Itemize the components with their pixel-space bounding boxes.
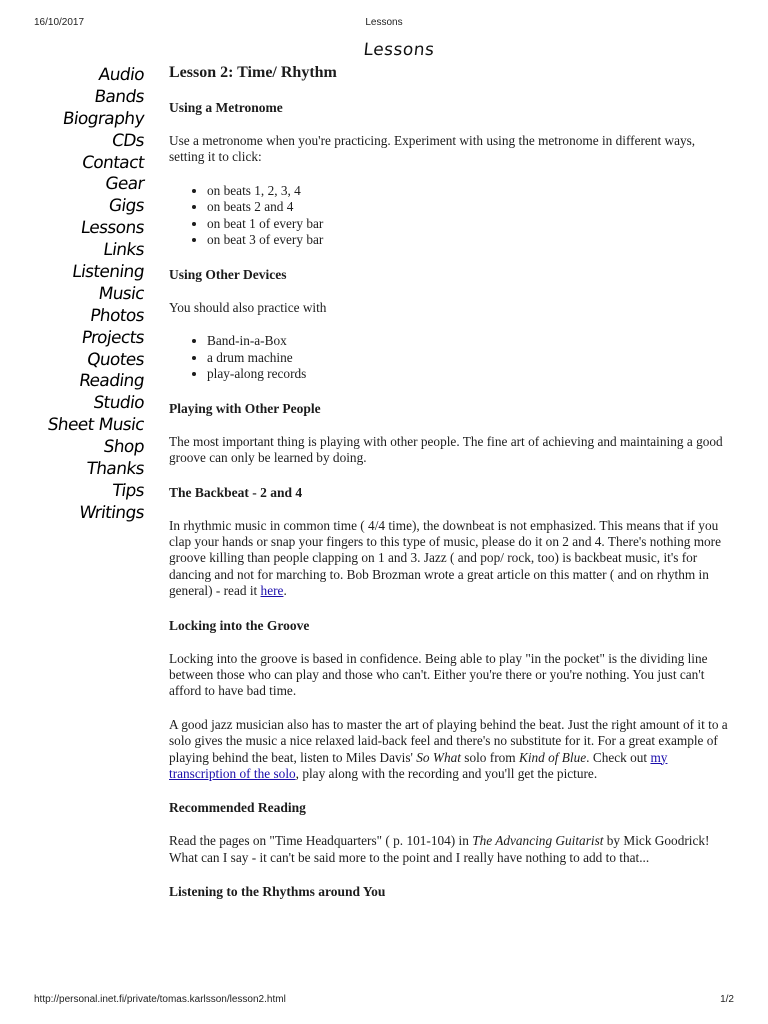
list-item: • Band-in-a-Box [207,333,729,350]
transcription-link[interactable]: my transcription of the solo [169,749,668,781]
print-url: http://personal.inet.fi/private/tomas.karlsson/lesson2.html [34,994,286,1005]
list-item: • on beats 2 and 4 [207,199,729,216]
print-footer [34,994,734,1008]
heading-other-people: Playing with Other People [169,400,321,416]
nav-item-contact[interactable]: Contact [80,152,146,173]
devices-list [169,333,729,383]
heading-metronome: Using a Metronome [169,100,283,115]
site-title: Lessons [362,40,436,60]
groove-text-1: Locking into the groove is based in confidence. Being able to play "in the pocket" is the dividing line between those who can play and those who can't. Either you're there or you're nothing. You just can't afford to have bad time. [169,650,708,699]
heading-reading: Recommended Reading [169,800,306,816]
list-item: • a drum machine [207,350,729,367]
nav-item-bands[interactable]: Bands [93,86,146,107]
metronome-intro: Use a metronome when you're practicing. Experiment with using the metronome in different ways, setting it to click: [169,133,696,165]
list-item: • on beat 3 of every bar [207,232,729,249]
list-item: • on beats 1, 2, 3, 4 [207,183,729,200]
groove-text-2: A good jazz musician also has to master the art of playing behind the beat. Just the right amount of it to a solo gives the music a nice relaxed laid-back feel and there's no substitute for it. For a great example of playing behind the beat, listen to Miles Davis' So What solo from Kind of Blue. Check out my transcription of the solo, play along with the recording and you'll get the picture. [169,716,728,781]
nav-item-reading[interactable]: Reading [77,371,146,392]
devices-intro: You should also practice with [169,299,327,315]
nav-item-writings[interactable]: Writings [77,502,146,523]
nav-item-quotes[interactable]: Quotes [85,349,146,370]
nav-item-links[interactable]: Links [101,240,146,261]
sidebar-nav [40,64,144,524]
list-item: • on beat 1 of every bar [207,216,729,233]
nav-item-cds[interactable]: CDs [110,130,146,151]
nav-item-studio[interactable]: Studio [92,393,146,414]
other-people-text: The most important thing is playing with other people. The fine art of achieving and maintaining a good groove can only be learned by doing. [169,433,723,466]
nav-item-thanks[interactable]: Thanks [85,459,146,480]
nav-item-tips[interactable]: Tips [110,480,146,501]
lesson-title: Lesson 2: Time/ Rhythm [169,64,337,81]
here-link[interactable]: here [260,583,284,599]
nav-item-gear[interactable]: Gear [103,174,146,195]
list-item: • play-along records [207,366,729,383]
print-title: Lessons [365,17,403,28]
nav-item-sheet-music[interactable]: Sheet Music [46,415,146,436]
nav-item-shop[interactable]: Shop [102,437,146,458]
reading-text: Read the pages on "Time Headquarters" ( p. 101-104) in The Advancing Guitarist by Mick Goodrick! What can I say - it can't be said more to the point and I really have nothing to add to that... [169,833,710,865]
heading-backbeat: The Backbeat - 2 and 4 [169,484,303,500]
nav-item-music[interactable]: Music [97,283,146,304]
nav-item-projects[interactable]: Projects [80,327,146,348]
lesson-content [169,63,729,917]
print-header [34,17,734,31]
nav-item-biography[interactable]: Biography [61,108,146,129]
page-number: 1/2 [720,994,734,1005]
nav-item-audio[interactable]: Audio [97,65,146,85]
heading-devices: Using Other Devices [169,266,287,282]
heading-listening: Listening to the Rhythms around You [169,884,386,900]
heading-groove: Locking into the Groove [169,617,310,633]
print-date: 16/10/2017 [34,17,85,28]
nav-item-gigs[interactable]: Gigs [107,196,146,217]
nav-item-photos[interactable]: Photos [88,305,146,326]
metronome-list [169,183,729,249]
backbeat-text: In rhythmic music in common time ( 4/4 time), the downbeat is not emphasized. This means that if you clap your hands or snap your fingers to this type of music, please do it on 2 and 4. There's nothing more groove killing than people clapping on 1 and 3. Jazz ( and pop/ rock, too) is backbeat music, it's for dancing and not for marching to. Bob Brozman wrote a great article on this matter ( and on rhythm in general) - read it here. [169,517,722,599]
nav-item-lessons[interactable]: Lessons [79,218,146,239]
nav-item-listening[interactable]: Listening [70,262,146,283]
